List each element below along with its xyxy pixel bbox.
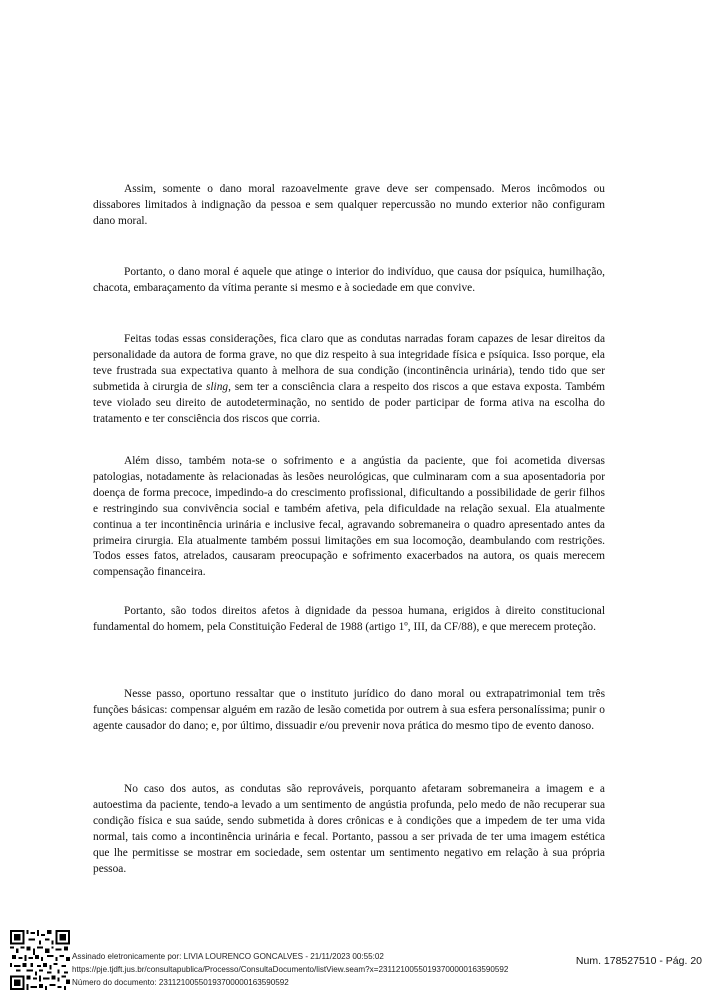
- paragraph-6: Nesse passo, oportuno ressaltar que o instituto jurídico do dano moral ou extrapatrimonial tem três funções básicas: compensar alguém em razão de lesão cometida por outrem à sua esfera personalíssima; punir o agente causador do dano; e, por último, dissuadir e/ou prevenir nova prática do mesmo tipo de evento danoso.: [93, 688, 605, 732]
- paragraph-4: Além disso, também nota-se o sofrimento e a angústia da paciente, que foi acometida diversas patologias, notadamente às relacionadas às lesões neurológicas, que culminaram com a sua aposentadoria por doença de forma precoce, impedindo-a do crescimento profissional, dificultando a possibilidade de gerir filhos e restringindo sua convivência social e também afetiva, pela dificuldade na relação sexual. Ela atualmente continua a ter incontinência urinária e inclusive fecal, agravando sobremaneira o quadro apresentado antes da primeira cirurgia. Ela atualmente também possui limitações em sua locomoção, deambulando com restrições. Todos esses fatos, atrelados, causaram preocupação e sofrimento exacerbados na autora, os quais merecem compensação financeira.: [93, 455, 605, 579]
- paragraph-1: Assim, somente o dano moral razoavelmente grave deve ser compensado. Meros incômodos ou dissabores limitados à indignação da pessoa e sem qualquer repercussão no mundo exterior não configuram dano moral.: [93, 183, 605, 227]
- paragraph-3-italic-term: sling: [205, 380, 229, 393]
- paragraph-7: No caso dos autos, as condutas são reprováveis, porquanto afetaram sobremaneira a imagem e a autoestima da paciente, tendo-a levado a um sentimento de angústia profunda, pelo medo de não recuperar sua condição física e sua saúde, sendo submetida à dores crônicas e à condições que a impedem de ter uma vida normal, tais como a incontinência urinária e fecal. Portanto, passou a ser privada de ter uma imagem estética que lhe permitisse se mostrar em sociedade, sem ostentar um sentimento negativo em relação à sua própria pessoa.: [93, 783, 605, 875]
- paragraph-3-text-after: , sem ter a consciência clara a respeito dos riscos a que estava exposta. Também teve violado seu direito de autodeterminação, no sentido de poder participar de forma ativa na escolha do tratamento e ter consciência dos riscos que corria.: [93, 380, 606, 425]
- paragraph-2: Portanto, o dano moral é aquele que atinge o interior do indivíduo, que causa dor psíquica, humilhação, chacota, embaraçamento da vítima perante si mesmo e à sociedade em que convive.: [93, 266, 605, 294]
- footer-url-link[interactable]: https://pje.tjdft.jus.br/consultapublica/Processo/ConsultaDocumento/listView.seam?x=23112100550193700000163590592: [72, 965, 509, 974]
- paragraph-3: [93, 332, 605, 427]
- qr-code-icon: [10, 930, 70, 990]
- page-number: Num. 178527510 - Pág. 20: [575, 955, 702, 967]
- paragraph-5: Portanto, são todos direitos afetos à dignidade da pessoa humana, erigidos à direito constitucional fundamental do homem, pela Constituição Federal de 1988 (artigo 1º, III, da CF/88), e que merecem proteção.: [93, 605, 605, 633]
- footer-signed-by: Assinado eletronicamente por: LIVIA LOURENCO GONCALVES - 21/11/2023 00:55:02: [72, 952, 384, 961]
- footer-doc-number: Número do documento: 23112100550193700000163590592: [72, 978, 289, 987]
- paragraph-3-text-before: Feitas todas essas considerações, fica claro que as condutas narradas foram capazes de lesar direitos da personalidade da autora de forma grave, no que diz respeito à sua integridade física e psíquica. Isso porque, ela teve frustrada sua expectativa quanto à melhora de sua condição (incontinência urinária), tendo tido que ser submetida à cirurgia de: [93, 333, 605, 393]
